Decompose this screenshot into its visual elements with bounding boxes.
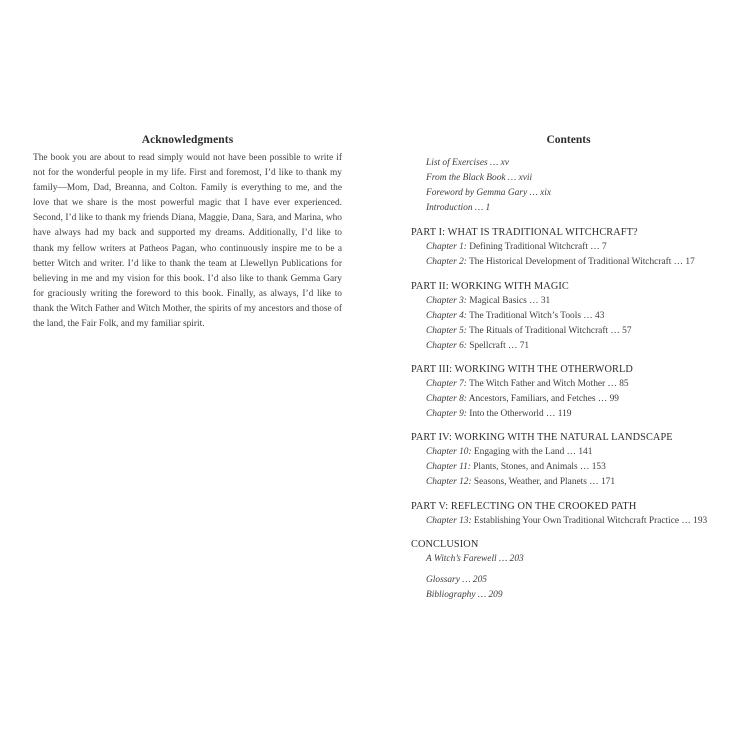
acknowledgments-title: Acknowledgments [141,134,234,146]
chapter-entry: Chapter 8: Ancestors, Familiars, and Fetches … 99 [426,394,619,405]
contents-title: Contents [546,134,591,146]
chapter-entry: Chapter 3: Magical Basics … 31 [426,295,551,306]
front-matter-item: Introduction … 1 [426,203,491,214]
chapter-entry: Chapter 13: Establishing Your Own Traditional Witchcraft Practice … 193 [426,515,708,526]
acknowledgments-body: The book you are about to read simply would not have been possible to write if not for the wonderful people in my life. First and foremost, I’d like to thank my family—Mom, Dad, Breanna, and Colton. Family is everything to me, and the love that we share is the most powerful magic that I have ever experienced. Second, I’d like to thank my friends Diana, Maggie, Dana, Sara, and Marina, who have always had my back and supported my dreams. Additionally, I’d like to thank my fellow writers at Patheos Pagan, who continuously inspire me to be a better Witch and writer. I’d like to thank the team at Llewellyn Publications for believing in me and my vision for this book. I’d also like to thank Gemma Gary for graciously writing the foreword to this book. Finally, as always, I’d like to thank the Witch Father and Witch Mother, the spirits of my ancestors and those of the land, the Fair Folk, and my familiar spirit. [33,153,342,330]
conclusion-heading: CONCLUSION [411,538,479,550]
front-matter-item: List of Exercises … xv [426,158,509,168]
farewell-entry: A Witch’s Farewell … 203 [426,553,524,564]
part-heading: PART I: WHAT IS TRADITIONAL WITCHCRAFT? [411,227,638,239]
front-matter-item: From the Black Book … xvii [426,173,533,184]
chapter-entry: Chapter 12: Seasons, Weather, and Planets … 171 [426,477,616,488]
chapter-entry: Chapter 6: Spellcraft … 71 [426,340,530,351]
chapter-entry: Chapter 2: The Historical Development of Traditional Witchcraft … 17 [426,257,695,268]
glossary-entry: Glossary … 205 [426,574,487,585]
chapter-entry: Chapter 5: The Rituals of Traditional Witchcraft … 57 [426,325,632,336]
chapter-entry: Chapter 1: Defining Traditional Witchcraft … 7 [426,242,607,253]
chapter-entry: Chapter 11: Plants, Stones, and Animals … 153 [426,462,606,473]
part-heading: PART II: WORKING WITH MAGIC [411,280,569,292]
part-heading: PART V: REFLECTING ON THE CROOKED PATH [411,500,637,512]
chapter-entry: Chapter 9: Into the Otherworld … 119 [426,409,572,420]
front-matter-list [411,156,721,216]
contents-page [411,134,721,603]
chapter-entry: Chapter 7: The Witch Father and Witch Mother … 85 [426,378,629,389]
part-heading: PART IV: WORKING WITH THE NATURAL LANDSCAPE [411,432,673,444]
acknowledgments-page [33,134,342,332]
part-heading: PART III: WORKING WITH THE OTHERWORLD [411,363,633,375]
bibliography-entry: Bibliography … 209 [426,589,503,600]
chapter-entry: Chapter 4: The Traditional Witch’s Tools … 43 [426,310,605,321]
chapter-entry: Chapter 10: Engaging with the Land … 141 [426,447,593,458]
front-matter-item: Foreword by Gemma Gary … xix [426,188,552,199]
